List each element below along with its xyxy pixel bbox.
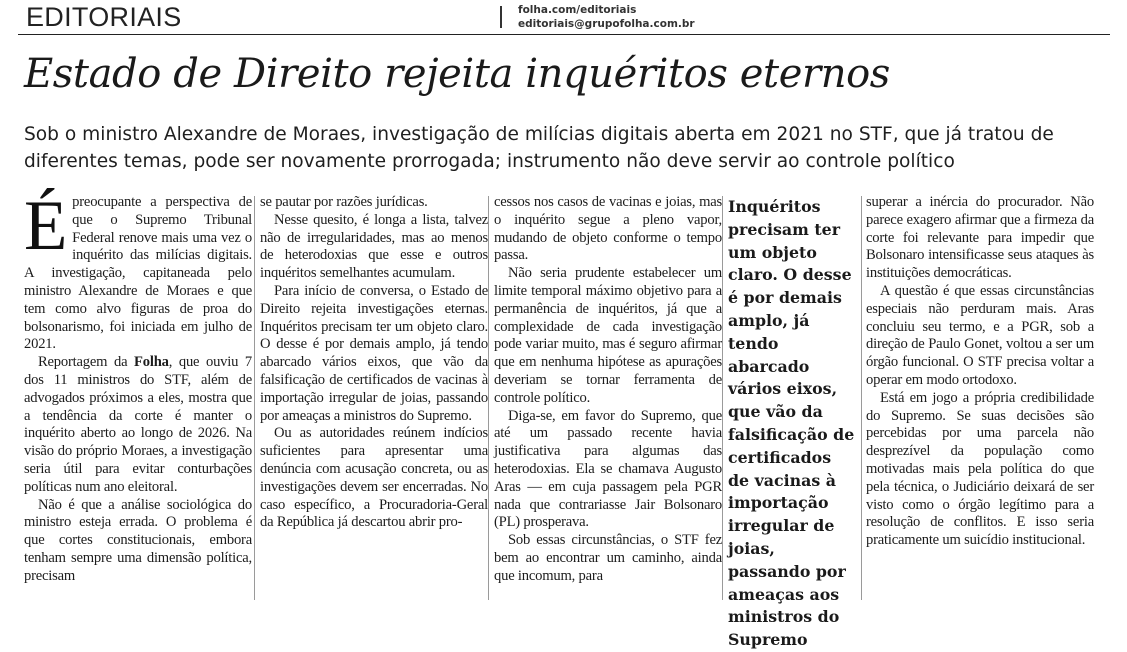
column-separator	[861, 196, 862, 600]
column-5	[866, 194, 1094, 608]
paragraph: Não seria prudente estabelecer um limite temporal máximo objetivo para a permanência de inquéritos, já que a complexidade de cada investigação pode variar muito, mas é seguro afirmar que em nenhuma hipótese as apurações deveriam se tornar ferramenta de controle político.	[494, 265, 722, 406]
paragraph	[24, 187, 252, 354]
paragraph: Ou as autoridades reúnem indícios suficientes para apresentar uma denúncia com acusação concreta, ou as investigações devem ser encerradas. No caso específico, a Procuradoria-Geral da República já descartou abrir pro-	[260, 425, 488, 531]
page-header	[8, 0, 1119, 36]
headline: Estado de Direito rejeita inquéritos eternos	[24, 51, 890, 97]
header-divider	[500, 6, 502, 28]
contact-block	[518, 3, 695, 31]
paragraph: Diga-se, em favor do Supremo, que até um passado recente havia justificativa para algumas das heterodoxias. Ela se chamava Augusto Aras — em cuja passagem pela PGR nada que contrariasse Jair Bolsonaro (PL) prosperava.	[494, 407, 722, 531]
paragraph-text: Reportagem da	[38, 354, 135, 371]
paragraph: Não é que a análise sociológica do ministro esteja errada. O problema é que cortes constitucionais, embora tenham sempre uma dimensão política, precisam	[24, 496, 252, 584]
paragraph	[24, 354, 252, 496]
email-link[interactable]: editoriais@grupofolha.com.br	[518, 18, 695, 30]
paragraph-text: , que ouviu 7 dos 11 ministros do STF, além de advogados próximos a eles, mostra que a tendência da corte é manter o inquérito aberto ao longo de 2026. Na visão do próprio Moraes, a investigação seria útil para evitar conturbações políticas num ano eleitoral.	[24, 354, 252, 495]
paragraph: superar a inércia do procurador. Não parece exagero afirmar que a firmeza da corte foi relevante para impedir que Bolsonaro intensificasse seus ataques às instituições democráticas.	[866, 194, 1094, 282]
subtitle: Sob o ministro Alexandre de Moraes, investigação de milícias digitais aberta em 2021 no STF, que já tratou de diferentes temas, pode ser novamente prorrogada; instrumento não deve servir ao controle político	[24, 124, 1054, 172]
pull-quote: Inquéritos precisam ter um objeto claro. O desse é por demais amplo, já tendo abarcado vários eixos, que vão da falsificação de certificados de vacinas à importação irregular de joias, passando por ameaças aos ministros do Supremo	[728, 197, 855, 650]
header-rule	[18, 34, 1110, 35]
column-separator	[254, 196, 255, 600]
paragraph: Sob essas circunstâncias, o STF fez bem ao encontrar um caminho, ainda que incomum, para	[494, 532, 722, 584]
section-label: EDITORIAIS	[26, 2, 182, 32]
column-separator	[722, 196, 723, 600]
paragraph: se pautar por razões jurídicas.	[260, 194, 428, 210]
dropcap: É	[24, 187, 68, 265]
newspaper-name: Folha	[134, 354, 169, 371]
column-separator	[488, 196, 489, 600]
column-1	[24, 187, 252, 608]
paragraph: Para início de conversa, o Estado de Direito rejeita investigações eternas. Inquéritos precisam ter um objeto claro. O desse é por demais amplo, já tendo abarcado vários eixos, que vão da falsificação de certificados de vacinas à importação irregular de joias, passando por ameaças a ministros do Supremo.	[260, 282, 488, 424]
paragraph: cessos nos casos de vacinas e joias, mas o inquérito segue a pleno vapor, mudando de objeto conforme o tempo passa.	[494, 194, 722, 264]
paragraph: A questão é que essas circunstâncias especiais não perduram mais. Aras concluiu seu termo, e a PGR, sob a direção de Paulo Gonet, voltou a ser um órgão funcional. O STF precisa voltar a operar em modo ortodoxo.	[866, 282, 1094, 388]
paragraph: Nesse quesito, é longa a lista, talvez não de irregularidades, mas ao menos de heterodoxias que esse e outros inquéritos semelhantes acumulam.	[260, 211, 488, 282]
column-3	[494, 194, 722, 608]
paragraph: Está em jogo a própria credibilidade do Supremo. Se suas decisões são percebidas por uma parcela não desprezível da população como motivadas mais pela política do que pela técnica, o Judiciário deixará de ser visto como o órgão legítimo para a resolução de conflitos. E isso seria praticamente um suicídio institucional.	[866, 389, 1094, 549]
website-link[interactable]: folha.com/editoriais	[518, 4, 637, 16]
paragraph-text: preocupante a perspectiva de que o Supremo Tribunal Federal renove mais uma vez o inquérito das milícias digitais. A investigação, capitaneada pelo ministro Alexandre de Moraes e que tem como alvo figuras de proa do bolsonarismo, foi iniciada em julho de 2021.	[24, 194, 252, 353]
column-2	[260, 194, 488, 608]
